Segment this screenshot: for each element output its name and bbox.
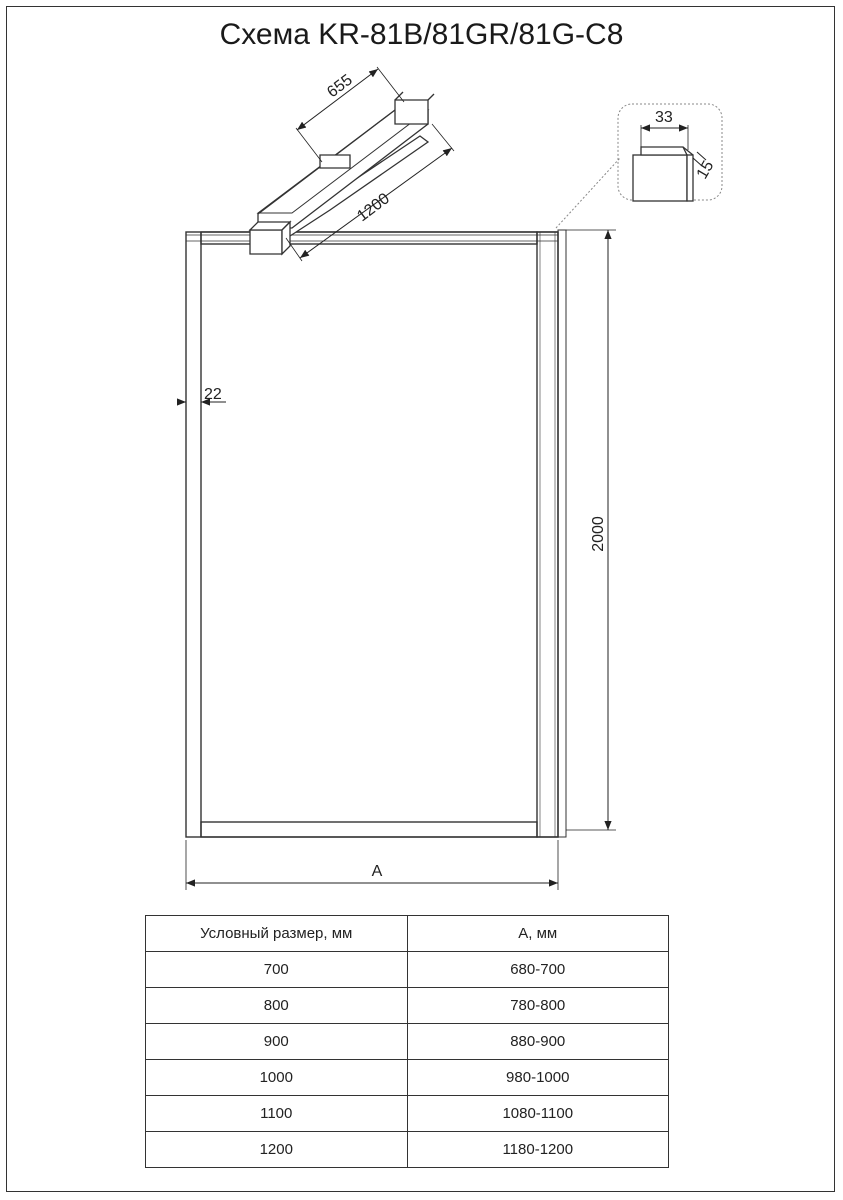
cell-nominal: 800 [146,988,408,1024]
dim-655-label: 655 [324,71,356,102]
support-arm [250,92,434,254]
table-header-row [146,916,669,952]
table-row [146,1096,669,1132]
cell-a: 680-700 [407,952,669,988]
table-row [146,1132,669,1168]
dim-33-label: 33 [655,109,673,126]
cell-a: 980-1000 [407,1060,669,1096]
dim-15-label: 15 [693,158,718,182]
size-table [145,915,669,1168]
profile-section [633,147,693,201]
bottom-profile [201,822,537,837]
arm-wall-clamp [250,230,282,254]
table-row [146,952,669,988]
glass-panel [186,230,566,837]
dim-2000-label: 2000 [590,516,607,552]
cell-nominal: 1100 [146,1096,408,1132]
cell-a: 1180-1200 [407,1132,669,1168]
cell-nominal: 900 [146,1024,408,1060]
dim-A-label: A [371,863,383,880]
table-row [146,988,669,1024]
cell-a: 1080-1100 [407,1096,669,1132]
table-row [146,1024,669,1060]
header-a-mm: A, мм [407,916,669,952]
header-nominal-size: Условный размер, мм [146,916,408,952]
table-row [146,1060,669,1096]
dim-22-label: 22 [204,386,222,403]
cell-a: 780-800 [407,988,669,1024]
diagram-title: Схема KR-81B/81GR/81G-C8 [219,18,624,51]
cell-nominal: 700 [146,952,408,988]
arm-wall-mount [395,100,428,124]
panel-outer-frame [186,232,558,837]
cell-nominal: 1200 [146,1132,408,1168]
dim-33 [641,125,688,150]
dim-1200-label: 1200 [354,190,393,226]
cell-a: 880-900 [407,1024,669,1060]
cell-nominal: 1000 [146,1060,408,1096]
